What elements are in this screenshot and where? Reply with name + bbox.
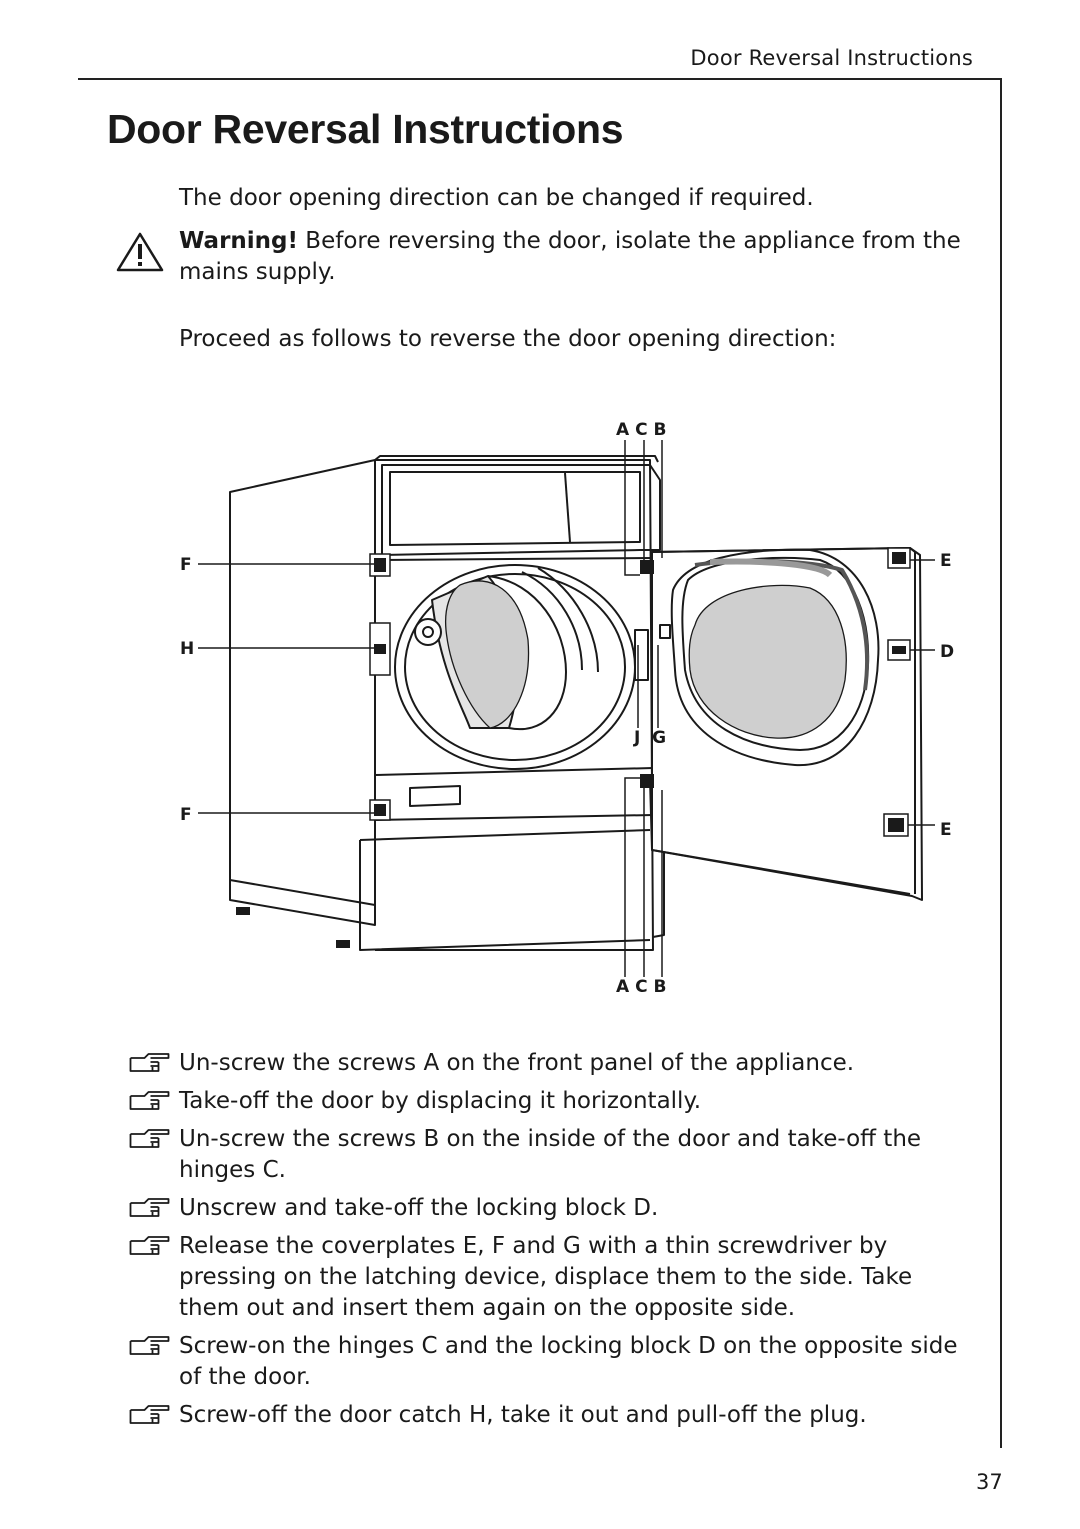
- list-item: [122, 1048, 982, 1079]
- step-text: Un-screw the screws A on the front panel of the appliance.: [179, 1050, 855, 1076]
- header-rule: [78, 78, 1002, 80]
- list-item: [122, 1331, 982, 1393]
- pointing-hand-icon: [122, 1051, 179, 1075]
- instruction-steps: [122, 1048, 982, 1438]
- list-item: [122, 1193, 982, 1224]
- list-item: [122, 1086, 982, 1117]
- list-item: [122, 1400, 982, 1431]
- pointing-hand-icon: [122, 1334, 179, 1358]
- pointing-hand-icon: [122, 1403, 179, 1427]
- warning-block: [179, 226, 969, 288]
- list-item: [122, 1124, 982, 1186]
- warning-text: Before reversing the door, isolate the appliance from the mains supply.: [179, 228, 961, 285]
- label-f-top: F: [180, 555, 192, 575]
- pointing-hand-icon: [122, 1089, 179, 1113]
- list-item: [122, 1231, 982, 1324]
- label-acb-top: A C B: [616, 420, 667, 440]
- dryer-door-diagram: [170, 410, 970, 1000]
- page-title: Door Reversal Instructions: [107, 106, 624, 152]
- pointing-hand-icon: [122, 1196, 179, 1220]
- step-text: Screw-off the door catch H, take it out and pull-off the plug.: [179, 1402, 867, 1428]
- label-acb-bottom: A C B: [616, 977, 667, 997]
- label-d: D: [940, 642, 955, 662]
- step-text: Release the coverplates E, F and G with a thin screwdriver by pressing on the latching device, displace them to the side. Take them out and insert them again on the opposite side.: [179, 1233, 913, 1321]
- intro-text: The door opening direction can be changed if required.: [179, 185, 814, 211]
- pointing-hand-icon: [122, 1127, 179, 1151]
- warning-label: Warning!: [179, 228, 298, 254]
- step-text: Unscrew and take-off the locking block D.: [179, 1195, 659, 1221]
- step-text: Screw-on the hinges C and the locking block D on the opposite side of the door.: [179, 1333, 958, 1390]
- label-f-bottom: F: [180, 805, 192, 825]
- margin-rule: [1000, 78, 1002, 1448]
- label-h: H: [180, 639, 195, 659]
- proceed-text: Proceed as follows to reverse the door opening direction:: [179, 326, 837, 352]
- pointing-hand-icon: [122, 1234, 179, 1258]
- label-e-bottom: E: [940, 820, 952, 840]
- step-text: Take-off the door by displacing it horizontally.: [179, 1088, 702, 1114]
- running-header: Door Reversal Instructions: [690, 46, 973, 70]
- label-e-top: E: [940, 551, 952, 571]
- page-number: 37: [976, 1470, 1003, 1494]
- label-jg: J G: [634, 728, 667, 748]
- step-text: Un-screw the screws B on the inside of the door and take-off the hinges C.: [179, 1126, 922, 1183]
- warning-triangle-icon: [115, 231, 165, 273]
